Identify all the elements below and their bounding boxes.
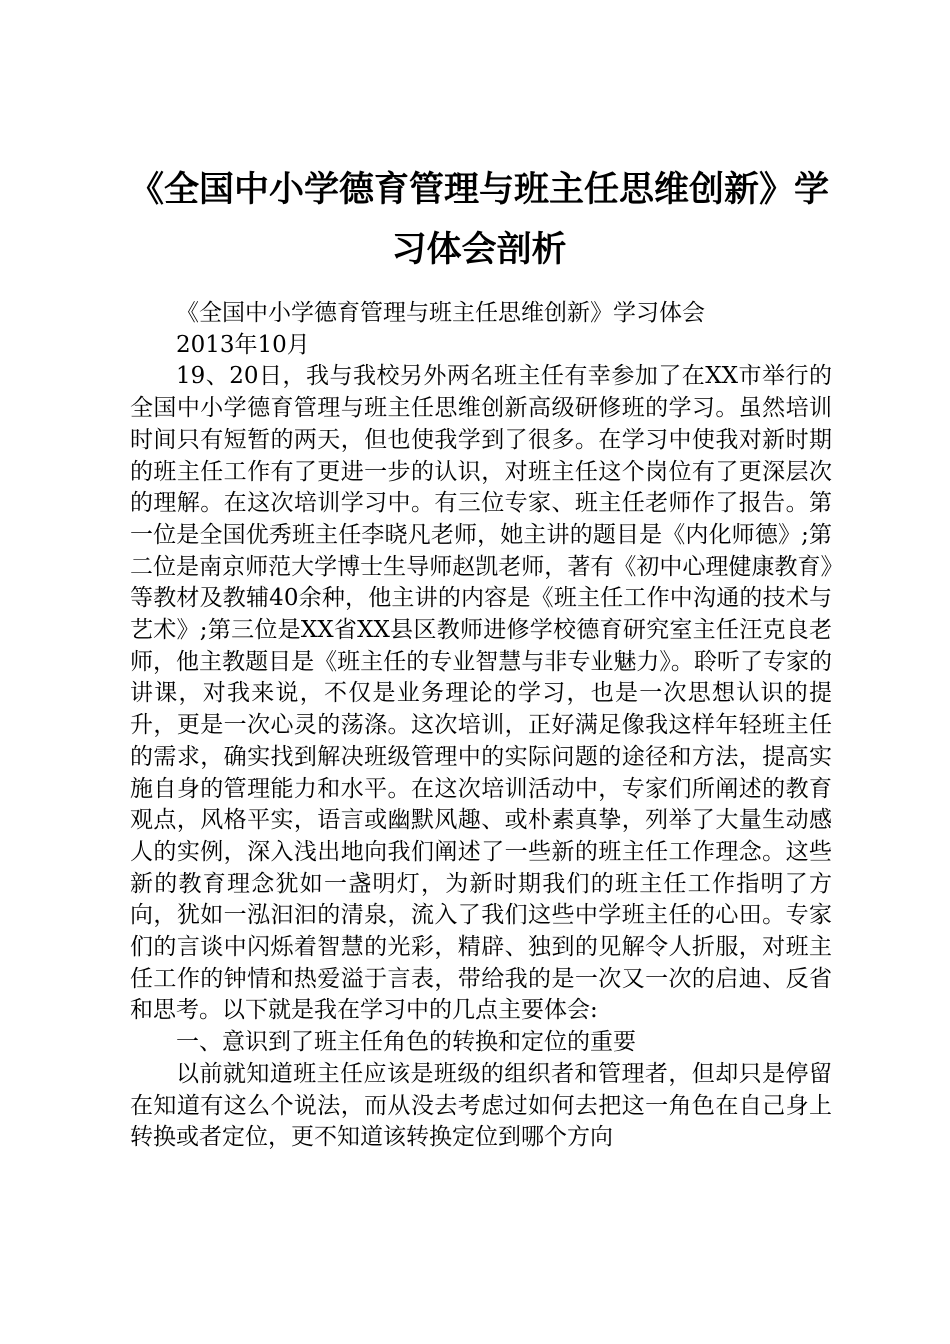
body-paragraph: 19、20日，我与我校另外两名班主任有幸参加了在XX市举行的全国中小学德育管理与班主任思维创新高级研修班的学习。虽然培训时间只有短暂的两天，但也使我学到了很多。在学习中使我对新时期的班主任工作有了更进一步的认识，对班主任这个岗位有了更深层次的理解。在这次培训学习中。有三位专家、班主任老师作了报告。第一位是全国优秀班主任李晓凡老师，她主讲的题目是《内化师德》;第二位是南京师范大学博士生导师赵凯老师，著有《初中心理健康教育》等教材及教辅40余种，他主讲的内容是《班主任工作中沟通的技术与艺术》;第三位是XX省XX县区教师进修学校德育研究室主任汪克良老师，他主教题目是《班主任的专业智慧与非专业魅力》。聆听了专家的讲课，对我来说，不仅是业务理论的学习，也是一次思想认识的提升，更是一次心灵的荡涤。这次培训，正好满足像我这样年轻班主任的需求，确实找到解决班级管理中的实际问题的途径和方法，提高实施自身的管理能力和水平。在这次培训活动中，专家们所阐述的教育观点，风格平实，语言或幽默风趣、或朴素真挚，列举了大量生动感人的实例，深入浅出地向我们阐述了一些新的班主任工作理念。这些新的教育理念犹如一盏明灯，为新时期我们的班主任工作指明了方向，犹如一泓汩汩的清泉，流入了我们这些中学班主任的心田。专家们的言谈中闪烁着智慧的光彩，精辟、独到的见解令人折服，对班主任工作的钟情和热爱溢于言表，带给我的是一次又一次的启迪、反省和思考。以下就是我在学习中的几点主要体会:	[130, 363, 832, 1024]
document-title: 《全国中小学德育管理与班主任思维创新》学习体会剖析	[128, 170, 829, 270]
date-paragraph: 2013年10月	[176, 331, 310, 358]
section-heading: 一、意识到了班主任角色的转换和定位的重要	[176, 1029, 636, 1056]
document-body	[130, 298, 832, 1154]
subtitle-paragraph: 《全国中小学德育管理与班主任思维创新》学习体会	[176, 300, 705, 326]
body-paragraph: 以前就知道班主任应该是班级的组织者和管理者，但却只是停留在知道有这么个说法，而从没去考虑过如何去把这一角色在自己身上转换或者定位，更不知道该转换定位到哪个方向	[130, 1060, 832, 1151]
